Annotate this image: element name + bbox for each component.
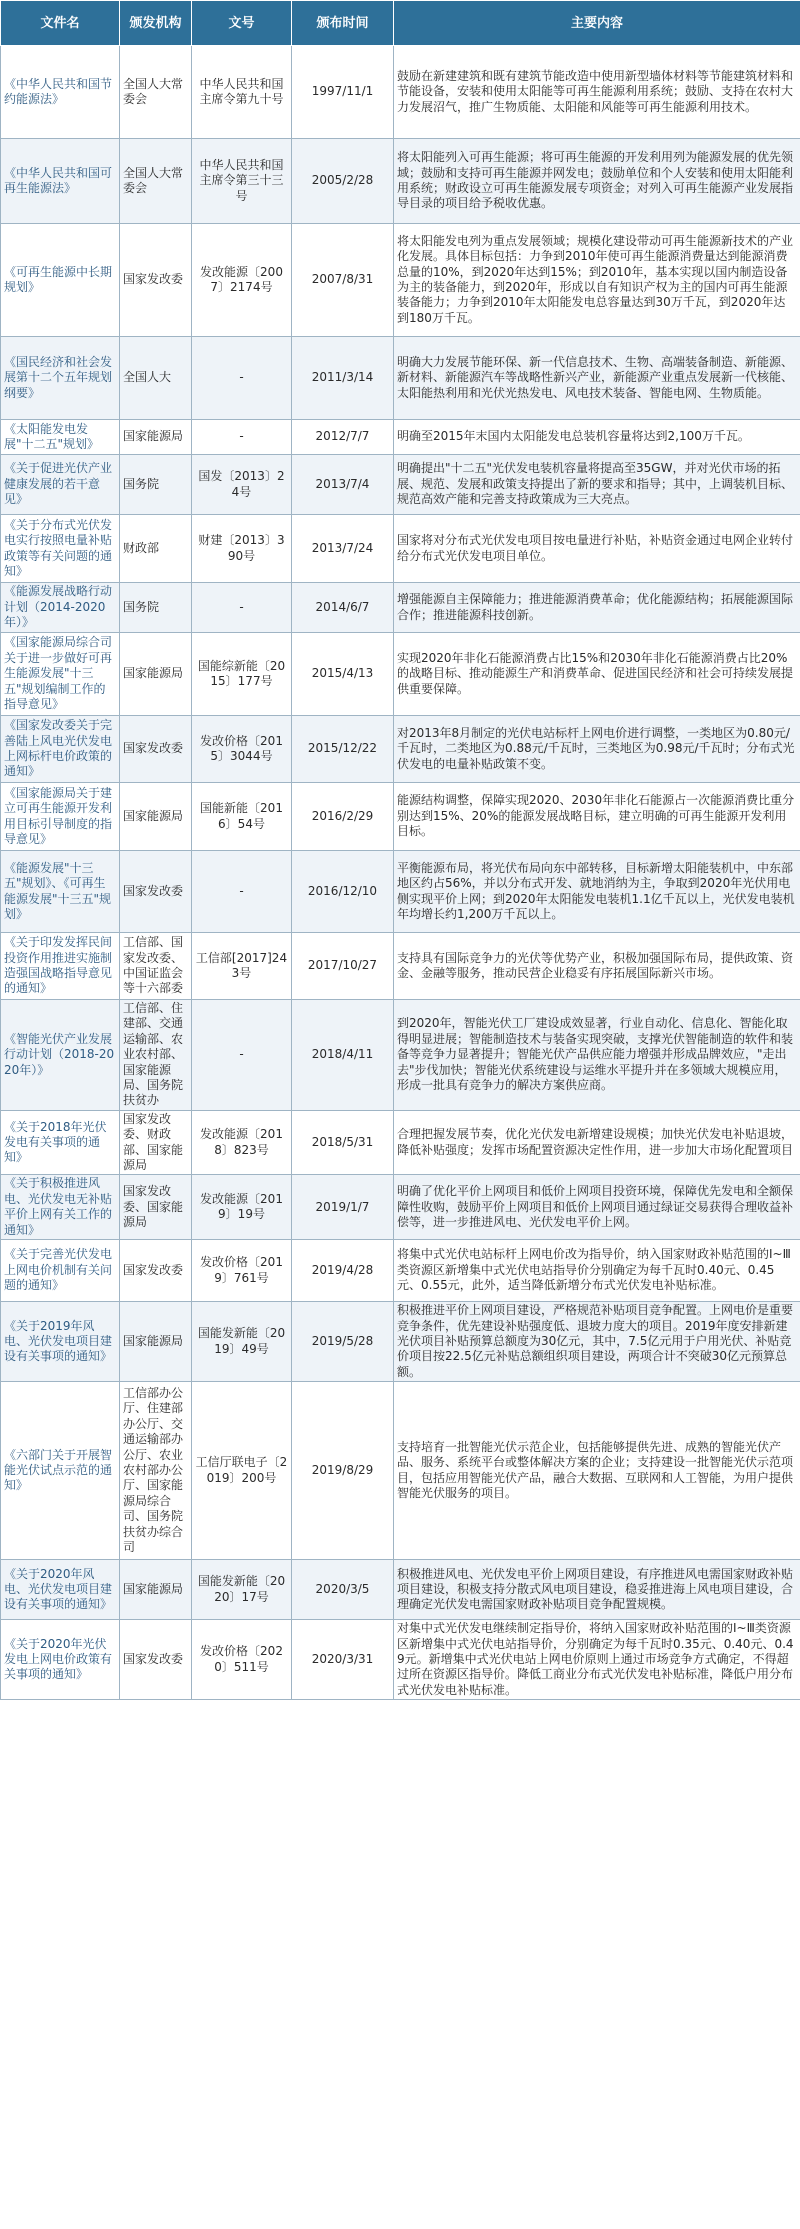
cell-num: 发改价格〔2015〕3044号 [192,716,292,783]
cell-org: 国家发改委、国家能源局 [120,1175,192,1240]
cell-org: 全国人大 [120,337,192,420]
cell-content: 到2020年，智能光伏工厂建设成效显著，行业自动化、信息化、智能化取得明显进展；智能制造技术与装备实现突破，支撑光伏智能制造的软件和装备等竞争力显著提升；智能光伏产品供应能力增强并形成品牌效应，"走出去"步伐加快；智能光伏系统建设与运维水平提升并在多领域大规模应用，形成一批具有竞争力的解决方案供应商。 [394,1000,800,1111]
cell-content: 积极推进风电、光伏发电平价上网项目建设，有序推进风电需国家财政补贴项目建设，积极支持分散式风电项目建设，稳妥推进海上风电项目建设，合理确定光伏发电需国家财政补贴项目竞争配置规模。 [394,1560,800,1620]
table-body [1,46,800,1700]
cell-num: 发改价格〔2020〕511号 [192,1620,292,1700]
cell-content: 明确提出"十二五"光伏发电装机容量将提高至35GW，并对光伏市场的拓展、规范、发展和政策支持提出了新的要求和指导；其中，上调装机目标、规范高效产能和完善支持政策成为三大亮点。 [394,455,800,515]
cell-content: 将太阳能列入可再生能源；将可再生能源的开发利用列为能源发展的优先领域；鼓励和支持可再生能源并网发电；鼓励单位和个人安装和使用太阳能利用系统；财政设立可再生能源发展专项资金；对列入可再生能源产业发展指导目录的项目给予税收优惠。 [394,139,800,224]
cell-num: 工信部[2017]243号 [192,933,292,1000]
header-row [1,1,800,46]
cell-num: - [192,420,292,455]
cell-num: 国能发新能〔2019〕49号 [192,1302,292,1382]
cell-date: 2018/5/31 [292,1110,394,1175]
table-row [1,1620,800,1700]
table-row [1,633,800,716]
table-row [1,1382,800,1560]
cell-num: - [192,851,292,933]
cell-doc: 《关于促进光伏产业健康发展的若干意见》 [1,455,120,515]
table-row [1,46,800,139]
cell-org: 国务院 [120,583,192,633]
cell-org: 国家发改委 [120,1240,192,1302]
cell-content: 能源结构调整，保障实现2020、2030年非化石能源占一次能源消费比重分别达到15%、20%的能源发展战略目标，建立明确的可再生能源开发利用目标。 [394,783,800,851]
cell-org: 国家能源局 [120,1560,192,1620]
cell-doc: 《太阳能发电发展"十二五"规划》 [1,420,120,455]
table-row [1,716,800,783]
cell-doc: 《可再生能源中长期规划》 [1,224,120,337]
cell-org: 国家能源局 [120,420,192,455]
cell-num: 国发〔2013〕24号 [192,455,292,515]
cell-date: 1997/11/1 [292,46,394,139]
table-row [1,1302,800,1382]
cell-doc: 《国家能源局关于建立可再生能源开发利用目标引导制度的指导意见》 [1,783,120,851]
cell-date: 2017/10/27 [292,933,394,1000]
cell-date: 2005/2/28 [292,139,394,224]
cell-doc: 《国家发改委关于完善陆上风电光伏发电上网标杆电价政策的通知》 [1,716,120,783]
cell-doc: 《关于2018年光伏发电有关事项的通知》 [1,1110,120,1175]
cell-date: 2011/3/14 [292,337,394,420]
cell-num: 发改能源〔2018〕823号 [192,1110,292,1175]
cell-org: 工信部办公厅、住建部办公厅、交通运输部办公厅、农业农村部办公厅、国家能源局综合司、国务院扶贫办综合司 [120,1382,192,1560]
cell-content: 明确大力发展节能环保、新一代信息技术、生物、高端装备制造、新能源、新材料、新能源汽车等战略性新兴产业，新能源产业重点发展新一代核能、太阳能热利用和光伏光热发电、风电技术装备、智能电网、生物质能。 [394,337,800,420]
cell-date: 2020/3/31 [292,1620,394,1700]
cell-doc: 《关于2020年风电、光伏发电项目建设有关事项的通知》 [1,1560,120,1620]
cell-doc: 《中华人民共和国节约能源法》 [1,46,120,139]
table-header [1,1,800,46]
cell-doc: 《六部门关于开展智能光伏试点示范的通知》 [1,1382,120,1560]
header-content: 主要内容 [394,1,800,46]
cell-org: 全国人大常委会 [120,139,192,224]
cell-doc: 《关于2019年风电、光伏发电项目建设有关事项的通知》 [1,1302,120,1382]
header-org: 颁发机构 [120,1,192,46]
cell-org: 国家发改委 [120,716,192,783]
table-row [1,337,800,420]
header-doc: 文件名 [1,1,120,46]
cell-content: 将太阳能发电列为重点发展领域；规模化建设带动可再生能源新技术的产业化发展。具体目标包括：力争到2010年使可再生能源消费量达到能源消费总量的10%，到2020年达到15%；到2010年，基本实现以国内制造设备为主的装备能力，到2020年，形成以自有知识产权为主的国内可再生能源装备能力；力争到2010年太阳能发电总容量达到30万千瓦，到2020年达到180万千瓦。 [394,224,800,337]
cell-doc: 《关于积极推进风电、光伏发电无补贴平价上网有关工作的通知》 [1,1175,120,1240]
cell-content: 支持培育一批智能光伏示范企业，包括能够提供先进、成熟的智能光伏产品、服务、系统平台或整体解决方案的企业；支持建设一批智能光伏示范项目，包括应用智能光伏产品，融合大数据、互联网和人工智能，为用户提供智能光伏服务的项目。 [394,1382,800,1560]
cell-doc: 《能源发展"十三五"规划》、《可再生能源发展"十三五"规划》 [1,851,120,933]
cell-org: 国务院 [120,455,192,515]
header-date: 颁布时间 [292,1,394,46]
header-num: 文号 [192,1,292,46]
cell-content: 实现2020年非化石能源消费占比15%和2030年非化石能源消费占比20%的战略目标、推动能源生产和消费革命、促进国民经济和社会可持续发展提供重要保障。 [394,633,800,716]
cell-org: 国家发改委 [120,851,192,933]
cell-num: - [192,337,292,420]
table-row [1,515,800,583]
table-row [1,583,800,633]
cell-num: 国能综新能〔2015〕177号 [192,633,292,716]
cell-org: 国家发改委、财政部、国家能源局 [120,1110,192,1175]
cell-doc: 《国家能源局综合司关于进一步做好可再生能源发展"十三五"规划编制工作的指导意见》 [1,633,120,716]
cell-num: 财建〔2013〕390号 [192,515,292,583]
cell-date: 2014/6/7 [292,583,394,633]
table-row [1,455,800,515]
cell-date: 2015/12/22 [292,716,394,783]
cell-num: 发改价格〔2019〕761号 [192,1240,292,1302]
table-row [1,1560,800,1620]
cell-content: 将集中式光伏电站标杆上网电价改为指导价，纳入国家财政补贴范围的Ⅰ~Ⅲ类资源区新增集中式光伏电站指导价分别确定为每千瓦时0.40元、0.45元、0.55元，此外，适当降低新增分布式光伏发电补贴标准。 [394,1240,800,1302]
cell-num: 国能发新能〔2020〕17号 [192,1560,292,1620]
cell-org: 国家发改委 [120,1620,192,1700]
cell-num: - [192,1000,292,1111]
cell-org: 工信部、住建部、交通运输部、农业农村部、国家能源局、国务院扶贫办 [120,1000,192,1111]
cell-doc: 《关于2020年光伏发电上网电价政策有关事项的通知》 [1,1620,120,1700]
cell-date: 2019/1/7 [292,1175,394,1240]
cell-date: 2013/7/4 [292,455,394,515]
cell-doc: 《国民经济和社会发展第十二个五年规划纲要》 [1,337,120,420]
table-row [1,783,800,851]
cell-date: 2018/4/11 [292,1000,394,1111]
table-row [1,420,800,455]
cell-content: 合理把握发展节奏，优化光伏发电新增建设规模；加快光伏发电补贴退坡，降低补贴强度；发挥市场配置资源决定性作用，进一步加大市场化配置项目 [394,1110,800,1175]
cell-org: 国家发改委 [120,224,192,337]
cell-date: 2019/4/28 [292,1240,394,1302]
table-row [1,1110,800,1175]
cell-date: 2015/4/13 [292,633,394,716]
cell-date: 2019/8/29 [292,1382,394,1560]
cell-num: 中华人民共和国主席令第九十号 [192,46,292,139]
table-row [1,224,800,337]
cell-content: 对集中式光伏发电继续制定指导价，将纳入国家财政补贴范围的Ⅰ~Ⅲ类资源区新增集中式光伏电站指导价，分别确定为每千瓦时0.35元、0.40元、0.49元。新增集中式光伏电站上网电价原则上通过市场竞争方式确定，不得超过所在资源区指导价。降低工商业分布式光伏发电补贴标准，降低户用分布式光伏发电补贴标准。 [394,1620,800,1700]
table-row [1,933,800,1000]
table-row [1,851,800,933]
cell-content: 平衡能源布局，将光伏布局向东中部转移，目标新增太阳能装机中，中东部地区约占56%，并以分布式开发、就地消纳为主，争取到2020年光伏用电侧实现平价上网；到2020年太阳能发电装机1.1亿千瓦以上，光伏发电装机年均增长约1,200万千瓦以上。 [394,851,800,933]
cell-date: 2007/8/31 [292,224,394,337]
cell-content: 对2013年8月制定的光伏电站标杆上网电价进行调整，一类地区为0.80元/千瓦时，二类地区为0.88元/千瓦时，三类地区为0.98元/千瓦时；分布式光伏发电的电量补贴政策不变。 [394,716,800,783]
cell-date: 2020/3/5 [292,1560,394,1620]
cell-org: 国家能源局 [120,783,192,851]
cell-content: 支持具有国际竞争力的光伏等优势产业，积极加强国际布局，提供政策、资金、金融等服务，推动民营企业稳妥有序拓展国际新兴市场。 [394,933,800,1000]
cell-date: 2016/12/10 [292,851,394,933]
cell-content: 鼓励在新建建筑和既有建筑节能改造中使用新型墙体材料等节能建筑材料和节能设备，安装和使用太阳能等可再生能源利用系统；鼓励、支持在农村大力发展沼气，推广生物质能、太阳能和风能等可再生能源利用技术。 [394,46,800,139]
cell-num: 发改能源〔2007〕2174号 [192,224,292,337]
table-row [1,139,800,224]
cell-org: 全国人大常委会 [120,46,192,139]
cell-num: 中华人民共和国主席令第三十三号 [192,139,292,224]
cell-org: 国家能源局 [120,1302,192,1382]
cell-num: 工信厅联电子〔2019〕200号 [192,1382,292,1560]
table-row [1,1000,800,1111]
cell-content: 积极推进平价上网项目建设，严格规范补贴项目竞争配置。上网电价是重要竞争条件，优先建设补贴强度低、退坡力度大的项目。2019年度安排新建光伏项目补贴预算总额度为30亿元，其中，7.5亿元用于户用光伏、补贴竞价项目按22.5亿元补贴总额组织项目建设，两项合计不突破30亿元预算总额。 [394,1302,800,1382]
cell-doc: 《关于完善光伏发电上网电价机制有关问题的通知》 [1,1240,120,1302]
cell-content: 明确至2015年末国内太阳能发电总装机容量将达到2,100万千瓦。 [394,420,800,455]
cell-date: 2019/5/28 [292,1302,394,1382]
cell-content: 明确了优化平价上网项目和低价上网项目投资环境，保障优先发电和全额保障性收购，鼓励平价上网项目和低价上网项目通过绿证交易获得合理收益补偿等，进一步推进风电、光伏发电平价上网。 [394,1175,800,1240]
cell-doc: 《关于印发发挥民间投资作用推进实施制造强国战略指导意见的通知》 [1,933,120,1000]
cell-doc: 《智能光伏产业发展行动计划（2018-2020年）》 [1,1000,120,1111]
cell-doc: 《能源发展战略行动计划（2014-2020年）》 [1,583,120,633]
cell-content: 增强能源自主保障能力；推进能源消费革命；优化能源结构；拓展能源国际合作；推进能源科技创新。 [394,583,800,633]
cell-num: - [192,583,292,633]
cell-org: 财政部 [120,515,192,583]
cell-num: 国能新能〔2016〕54号 [192,783,292,851]
cell-content: 国家将对分布式光伏发电项目按电量进行补贴，补贴资金通过电网企业转付给分布式光伏发电项目单位。 [394,515,800,583]
cell-doc: 《中华人民共和国可再生能源法》 [1,139,120,224]
table-row [1,1240,800,1302]
cell-date: 2013/7/24 [292,515,394,583]
cell-date: 2016/2/29 [292,783,394,851]
cell-num: 发改能源〔2019〕19号 [192,1175,292,1240]
table-row [1,1175,800,1240]
cell-org: 国家能源局 [120,633,192,716]
cell-date: 2012/7/7 [292,420,394,455]
cell-org: 工信部、国家发改委、中国证监会等十六部委 [120,933,192,1000]
cell-doc: 《关于分布式光伏发电实行按照电量补贴政策等有关问题的通知》 [1,515,120,583]
